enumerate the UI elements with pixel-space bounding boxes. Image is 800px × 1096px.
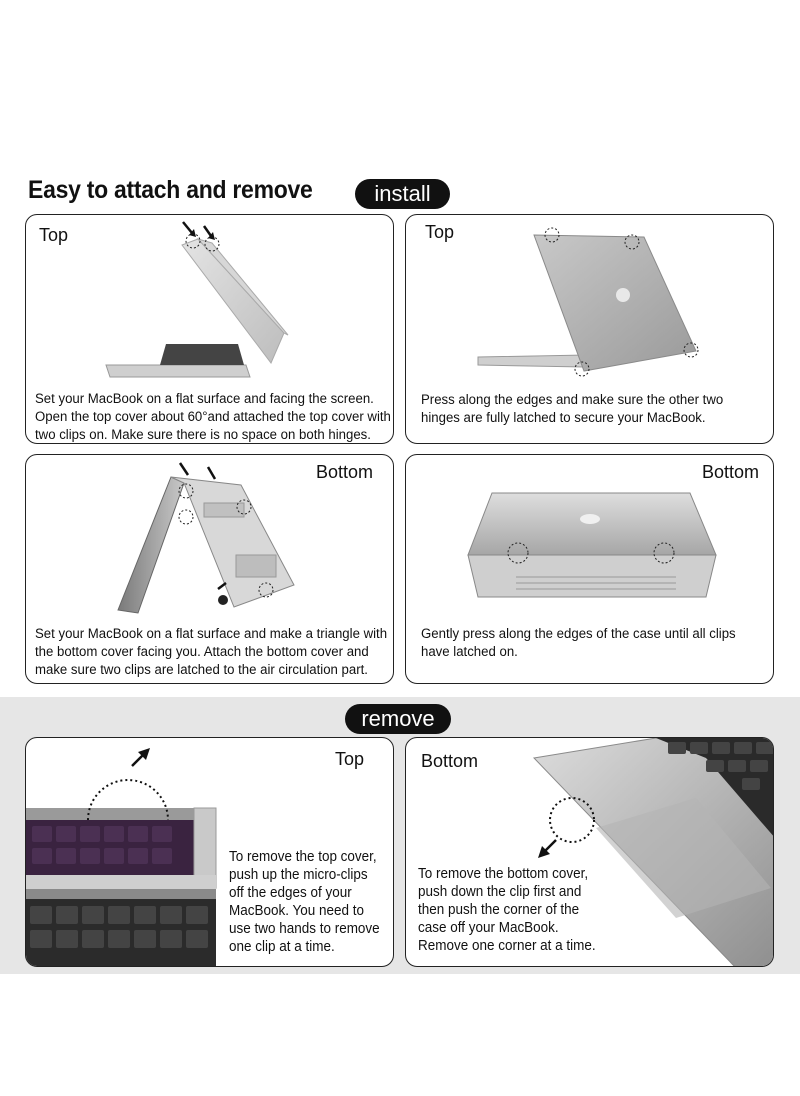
step-caption — [35, 625, 387, 679]
step-position-label: Top — [335, 749, 365, 769]
step-position-label: Bottom — [421, 751, 479, 771]
caption-line: Remove one corner at a time. — [418, 938, 596, 954]
caption-line: the bottom cover facing you. Attach the bottom cover and — [35, 644, 369, 660]
install-step-2-panel — [405, 214, 774, 444]
step-caption — [421, 391, 723, 427]
caption-line: use two hands to remove — [229, 921, 380, 937]
remove-step-1-panel — [25, 737, 394, 967]
install-step-1-panel — [25, 214, 394, 444]
step-position-label: Bottom — [702, 462, 760, 482]
caption-line: hinges are fully latched to secure your MacBook. — [421, 410, 706, 426]
step-position-label: Top — [39, 225, 69, 245]
caption-line: To remove the bottom cover, — [418, 866, 589, 882]
install-step-4-panel — [405, 454, 774, 684]
caption-line: have latched on. — [421, 644, 518, 660]
caption-line: off the edges of your — [229, 885, 352, 901]
step-position-label: Top — [425, 222, 455, 242]
install-step-3-panel — [25, 454, 394, 684]
step-caption — [421, 625, 736, 661]
caption-line: make sure two clips are latched to the air circulation part. — [35, 662, 368, 678]
caption-line: two clips on. Make sure there is no space on both hinges. — [35, 427, 371, 443]
caption-line: push up the micro-clips — [229, 867, 368, 883]
caption-line: Gently press along the edges of the case until all clips — [421, 626, 736, 642]
caption-line: one clip at a time. — [229, 939, 335, 955]
remove-step-2-panel — [405, 737, 774, 967]
caption-line: then push the corner of the — [418, 902, 580, 918]
caption-line: Set your MacBook on a flat surface and make a triangle with — [35, 626, 388, 642]
caption-line: Set your MacBook on a flat surface and facing the screen. — [35, 391, 374, 407]
step-caption — [35, 390, 391, 444]
remove-badge: remove — [345, 704, 451, 734]
caption-line: To remove the top cover, — [229, 849, 377, 865]
caption-line: Press along the edges and make sure the other two — [421, 392, 724, 408]
page-title: Easy to attach and remove — [28, 176, 313, 204]
caption-line: MacBook. You need to — [229, 903, 364, 919]
caption-line: Open the top cover about 60°and attached the top cover with — [35, 409, 391, 425]
step-caption — [229, 848, 380, 956]
step-caption — [418, 865, 596, 955]
step-position-label: Bottom — [316, 462, 374, 482]
caption-line: push down the clip first and — [418, 884, 582, 900]
install-badge: install — [355, 179, 450, 209]
caption-line: case off your MacBook. — [418, 920, 559, 936]
